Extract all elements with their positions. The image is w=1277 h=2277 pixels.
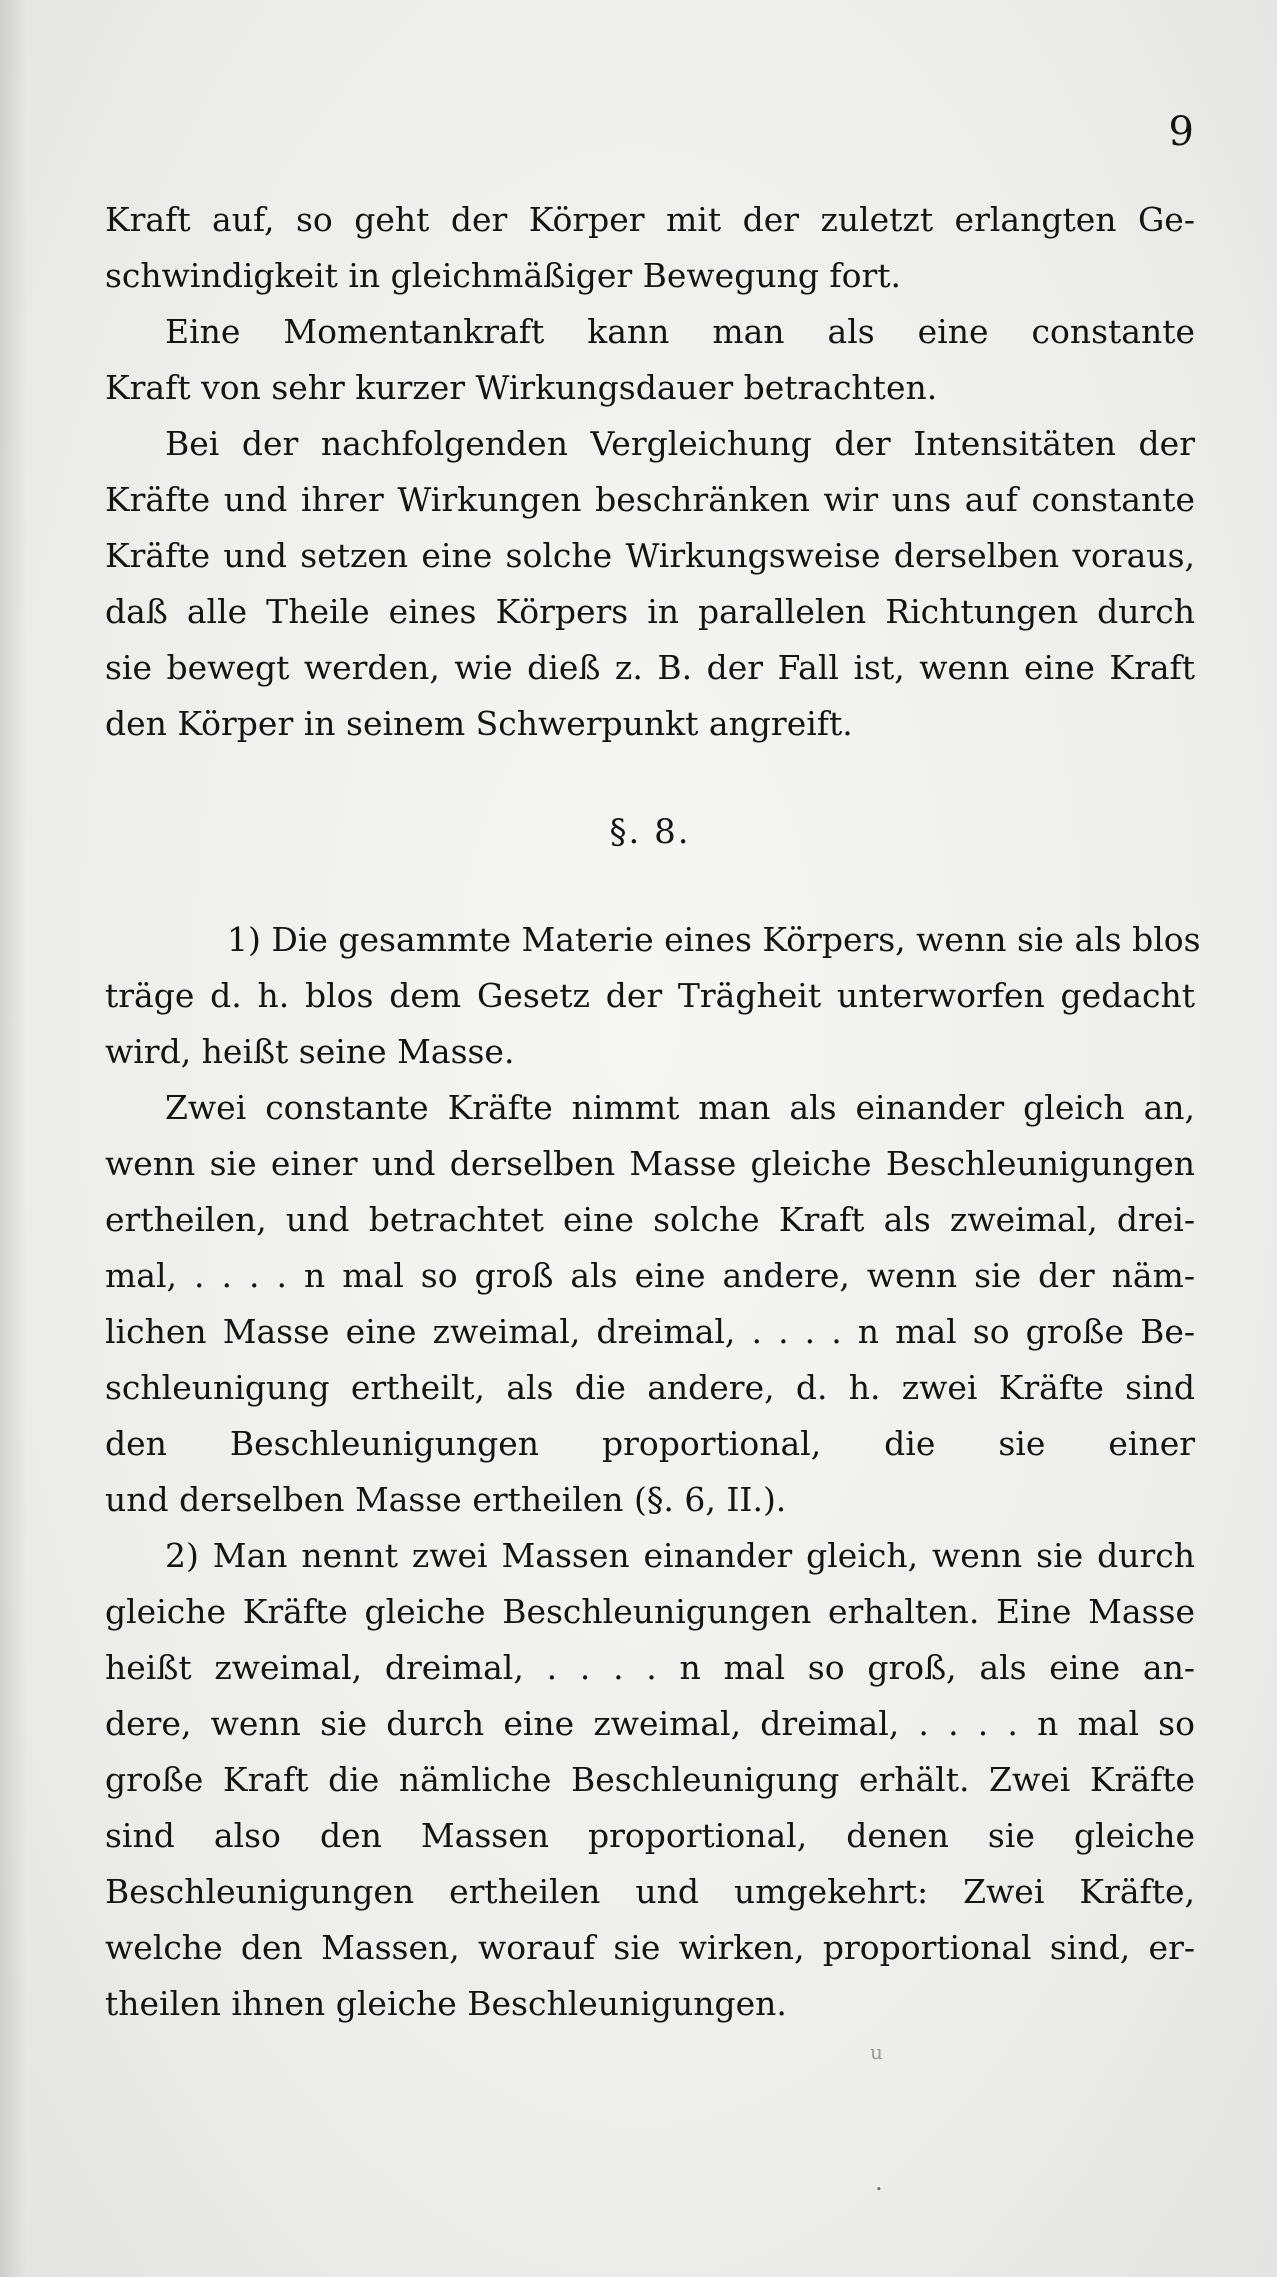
text-line: Kraft von sehr kurzer Wirkungsdauer betrachten. (105, 368, 938, 407)
text-line: dere, wenn sie durch eine zweimal, dreimal, . . . . n mal so (105, 1704, 1195, 1743)
text-line: ertheilen, und betrachtet eine solche Kraft als zweimal, drei- (105, 1200, 1195, 1239)
show-through-mark: u (870, 2040, 883, 2064)
text-line: heißt zweimal, dreimal, . . . . n mal so groß, als eine an- (105, 1648, 1195, 1687)
text-line: große Kraft die nämliche Beschleunigung erhält. Zwei Kräfte (105, 1760, 1195, 1799)
text-line: den Körper in seinem Schwerpunkt angreift. (105, 704, 853, 743)
text-line: schleunigung ertheilt, als die andere, d. h. zwei Kräfte sind (105, 1368, 1195, 1407)
spacer (105, 860, 1195, 912)
spacer (105, 752, 1195, 804)
text-line: wenn sie einer und derselben Masse gleiche Beschleunigungen (105, 1144, 1195, 1183)
ink-dot: . (875, 2168, 883, 2196)
text-line: Kraft auf, so geht der Körper mit der zuletzt erlangten Ge- (105, 200, 1195, 239)
text-line: Kräfte und ihrer Wirkungen beschränken wir uns auf constante (105, 480, 1195, 519)
page-body (105, 192, 1201, 2032)
text-line: daß alle Theile eines Körpers in parallelen Richtungen durch (105, 592, 1195, 631)
text-line: den Beschleunigungen proportional, die sie einer (105, 1424, 1195, 1463)
page-number: 9 (1168, 109, 1195, 155)
text-line: Kräfte und setzen eine solche Wirkungsweise derselben voraus, (105, 536, 1195, 575)
text-line: sind also den Massen proportional, denen sie gleiche (105, 1816, 1195, 1855)
section-heading: §. 8. (609, 812, 691, 852)
text-line: Zwei constante Kräfte nimmt man als einander gleich an, (165, 1088, 1195, 1127)
text-line: und derselben Masse ertheilen (§. 6, II.). (105, 1480, 787, 1519)
text-line: wird, heißt seine Masse. (105, 1032, 515, 1071)
text-line: Beschleunigungen ertheilen und umgekehrt: Zwei Kräfte, (105, 1872, 1195, 1911)
text-line: welche den Massen, worauf sie wirken, proportional sind, er- (105, 1928, 1195, 1967)
text-line: gleiche Kräfte gleiche Beschleunigungen erhalten. Eine Masse (105, 1592, 1195, 1631)
text-line: sie bewegt werden, wie dieß z. B. der Fall ist, wenn eine Kraft (105, 648, 1195, 687)
text-line: mal, . . . . n mal so groß als eine andere, wenn sie der näm- (105, 1256, 1195, 1295)
text-line: 2) Man nennt zwei Massen einander gleich, wenn sie durch (165, 1536, 1195, 1575)
text-line: schwindigkeit in gleichmäßiger Bewegung fort. (105, 256, 902, 295)
text-line: theilen ihnen gleiche Beschleunigungen. (105, 1984, 787, 2023)
text-line: lichen Masse eine zweimal, dreimal, . . . . n mal so große Be- (105, 1312, 1195, 1351)
text-line: Eine Momentankraft kann man als eine constante (165, 312, 1195, 351)
page-edge-shadow (0, 0, 28, 2277)
text-line: träge d. h. blos dem Gesetz der Trägheit unterworfen gedacht (105, 976, 1195, 1015)
text-line: Bei der nachfolgenden Vergleichung der Intensitäten der (165, 424, 1195, 463)
text-line: 1) Die gesammte Materie eines Körpers, wenn sie als blos (227, 920, 1201, 959)
